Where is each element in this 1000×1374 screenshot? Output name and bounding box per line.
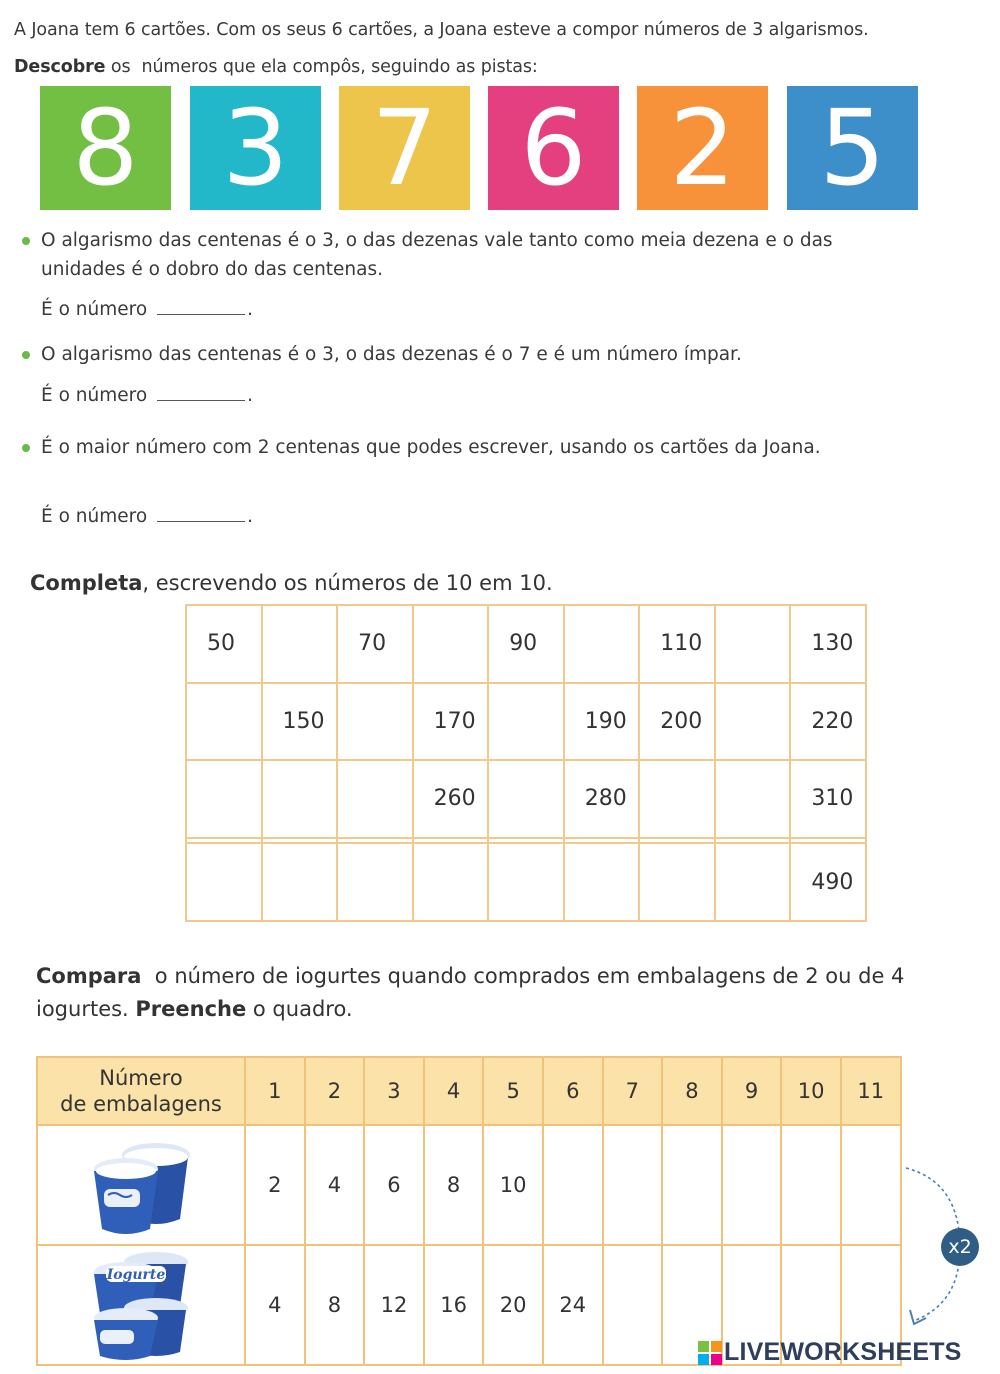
- answer-label: É o número: [41, 299, 148, 320]
- header-line-1: Número: [99, 1066, 183, 1090]
- tens-cell-empty[interactable]: [715, 843, 791, 921]
- tens-cell: 110: [639, 605, 715, 683]
- tens-cell: 90: [488, 605, 564, 683]
- intro-instruction: os números que ela compôs, seguindo as pistas:: [105, 57, 538, 77]
- tens-cell: 170: [413, 683, 489, 761]
- header-pack-count: 11: [841, 1057, 901, 1125]
- yogurt-cell: 8: [424, 1125, 484, 1245]
- yogurt-pack-4-icon: [76, 1248, 206, 1362]
- card-digit: 8: [72, 87, 139, 209]
- answer-line-1: [41, 299, 253, 320]
- compare-text-1: o número de iogurtes quando comprados em embalagens de 2 ou de 4 iogurtes.: [36, 964, 912, 1021]
- yogurt-cell: 4: [245, 1245, 305, 1365]
- number-cards: [40, 86, 920, 214]
- compare-instruction: [36, 960, 966, 1026]
- bullet-icon: [22, 444, 30, 452]
- tens-cell-empty[interactable]: [186, 683, 262, 761]
- answer-input-3[interactable]: [173, 504, 265, 526]
- yogurt-cell-empty[interactable]: [603, 1245, 663, 1365]
- number-card: [190, 86, 321, 210]
- yogurt-table: [36, 1056, 902, 1366]
- tens-cell-empty[interactable]: [715, 760, 791, 838]
- tens-cell: 310: [790, 760, 866, 838]
- yogurt-cell: 6: [364, 1125, 424, 1245]
- pack-of-4-image: [37, 1245, 245, 1365]
- clue-text: O algarismo das centenas é o 3, o das dezenas é o 7 e é um número ímpar.: [41, 344, 742, 365]
- clue-3: [22, 433, 902, 462]
- tens-cell-empty[interactable]: [715, 683, 791, 761]
- liveworksheets-brand: [698, 1338, 962, 1367]
- answer-input-1[interactable]: [173, 297, 265, 319]
- header-pack-count: 4: [424, 1057, 484, 1125]
- yogurt-cell-empty[interactable]: [662, 1125, 722, 1245]
- intro-line-2: [14, 57, 538, 77]
- tens-cell-empty[interactable]: [337, 683, 413, 761]
- tens-row: [186, 605, 866, 683]
- tens-cell-empty[interactable]: [337, 760, 413, 838]
- tens-row: [186, 683, 866, 761]
- answer-period: .: [247, 506, 254, 527]
- yogurt-cell: 16: [424, 1245, 484, 1365]
- yogurt-cell-empty[interactable]: [603, 1125, 663, 1245]
- answer-label: É o número: [41, 506, 148, 527]
- card-digit: 3: [222, 87, 289, 209]
- yogurt-cell: 24: [543, 1245, 603, 1365]
- card-digit: 5: [819, 87, 886, 209]
- tens-heading: [30, 571, 553, 595]
- compare-text-2: o quadro.: [246, 997, 353, 1021]
- yogurt-cell-empty[interactable]: [781, 1125, 841, 1245]
- header-pack-count: 5: [483, 1057, 543, 1125]
- clue-1: [22, 226, 902, 284]
- number-card: [339, 86, 470, 210]
- tens-cell: 260: [413, 760, 489, 838]
- tens-cell-empty[interactable]: [413, 843, 489, 921]
- compare-bold-2: Preenche: [135, 997, 247, 1021]
- tens-heading-bold: Completa: [30, 571, 143, 595]
- header-pack-count: 7: [603, 1057, 663, 1125]
- number-card: [787, 86, 918, 210]
- answer-period: .: [247, 299, 254, 320]
- header-pack-count: 10: [781, 1057, 841, 1125]
- answer-label: É o número: [41, 385, 148, 406]
- yogurt-cell: 4: [305, 1125, 365, 1245]
- bullet-icon: [22, 351, 30, 359]
- tens-cell-empty[interactable]: [413, 605, 489, 683]
- yogurt-cell-empty[interactable]: [841, 1125, 901, 1245]
- header-pack-count: 8: [662, 1057, 722, 1125]
- tens-cell-empty[interactable]: [488, 760, 564, 838]
- answer-line-3: [41, 506, 253, 527]
- clue-text: É o maior número com 2 centenas que podes escrever, usando os cartões da Joana.: [41, 437, 821, 458]
- tens-cell-empty[interactable]: [186, 843, 262, 921]
- tens-cell-empty[interactable]: [639, 843, 715, 921]
- clue-text: O algarismo das centenas é o 3, o das dezenas vale tanto como meia dezena e o das unidades é o dobro do das centenas.: [41, 230, 833, 280]
- tens-cell: 280: [564, 760, 640, 838]
- card-digit: 2: [669, 87, 736, 209]
- tens-row: [186, 760, 866, 838]
- tens-cell-empty[interactable]: [564, 605, 640, 683]
- yogurt-label: Iogurte: [106, 1267, 166, 1283]
- answer-input-2[interactable]: [173, 383, 265, 405]
- answer-line-2: [41, 385, 253, 406]
- intro-bold-verb: Descobre: [14, 57, 106, 77]
- intro-line-1: A Joana tem 6 cartões. Com os seus 6 cartões, a Joana esteve a compor números de 3 algarismos.: [14, 20, 869, 40]
- header-pack-count: 3: [364, 1057, 424, 1125]
- tens-cell-empty[interactable]: [262, 760, 338, 838]
- header-packs: [37, 1057, 245, 1125]
- yogurt-cell: 2: [245, 1125, 305, 1245]
- yogurt-cell: 20: [483, 1245, 543, 1365]
- compare-bold-1: Compara: [36, 964, 142, 988]
- tens-cell: 150: [262, 683, 338, 761]
- clue-2: [22, 340, 902, 369]
- tens-cell: 130: [790, 605, 866, 683]
- header-line-2: de embalagens: [60, 1092, 222, 1116]
- brand-name: LIVEWORKSHEETS: [724, 1338, 962, 1366]
- number-card: [40, 86, 171, 210]
- liveworksheets-logo-icon: [698, 1341, 722, 1365]
- number-card: [637, 86, 768, 210]
- tens-row: [186, 843, 866, 921]
- tens-cell-empty[interactable]: [488, 843, 564, 921]
- bullet-icon: [22, 237, 30, 245]
- yogurt-cell-empty[interactable]: [543, 1125, 603, 1245]
- multiplier-badge: x2: [941, 1228, 979, 1266]
- header-pack-count: 6: [543, 1057, 603, 1125]
- pack-of-2-image: [37, 1125, 245, 1245]
- header-pack-count: 2: [305, 1057, 365, 1125]
- yogurt-cell: 8: [305, 1245, 365, 1365]
- tens-table: [185, 604, 867, 922]
- header-pack-count: 9: [722, 1057, 782, 1125]
- tens-cell-empty[interactable]: [639, 760, 715, 838]
- tens-heading-text: , escrevendo os números de 10 em 10.: [142, 571, 553, 595]
- tens-cell-empty[interactable]: [186, 760, 262, 838]
- answer-period: .: [247, 385, 254, 406]
- tens-cell: 50: [186, 605, 262, 683]
- header-pack-count: 1: [245, 1057, 305, 1125]
- card-digit: 6: [520, 87, 587, 209]
- yogurt-pack-2-icon: [76, 1133, 206, 1237]
- tens-cell-empty[interactable]: [262, 843, 338, 921]
- yogurt-cell: 10: [483, 1125, 543, 1245]
- tens-cell-empty[interactable]: [488, 683, 564, 761]
- tens-cell-empty[interactable]: [564, 843, 640, 921]
- tens-cell-empty[interactable]: [715, 605, 791, 683]
- tens-cell-empty[interactable]: [262, 605, 338, 683]
- card-digit: 7: [371, 87, 438, 209]
- tens-cell: 70: [337, 605, 413, 683]
- tens-cell-empty[interactable]: [337, 843, 413, 921]
- tens-cell: 190: [564, 683, 640, 761]
- number-card: [488, 86, 619, 210]
- tens-cell: 490: [790, 843, 866, 921]
- tens-cell: 200: [639, 683, 715, 761]
- yogurt-cell: 12: [364, 1245, 424, 1365]
- tens-cell: 220: [790, 683, 866, 761]
- yogurt-cell-empty[interactable]: [722, 1125, 782, 1245]
